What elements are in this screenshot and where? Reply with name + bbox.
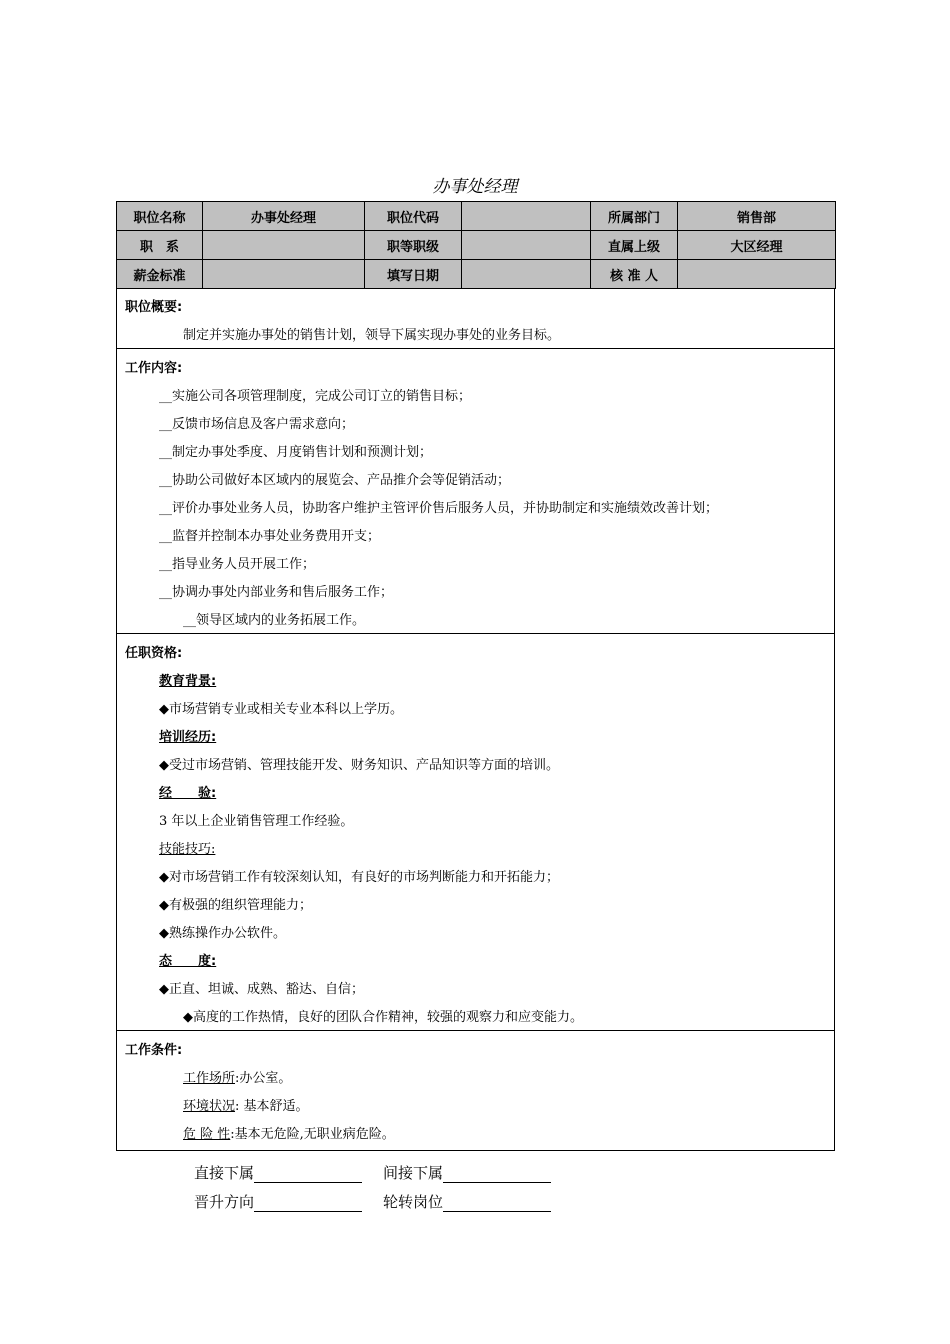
- skills-label: 技能技巧:: [159, 842, 216, 857]
- page-title: 办事处经理: [432, 177, 518, 197]
- danger-label: 危 险 性: [183, 1127, 231, 1142]
- duty-item: __领导区域内的业务拓展工作。: [183, 613, 366, 628]
- duties-section: [116, 349, 835, 634]
- header-row: [117, 202, 836, 231]
- rotation-label: 轮转岗位: [383, 1193, 444, 1211]
- training-label: 培训经历:: [159, 730, 217, 745]
- duty-item: __监督并控制本办事处业务费用开支；: [159, 529, 381, 544]
- label-job-family: 职 系: [117, 231, 203, 260]
- rotation-blank[interactable]: [443, 1195, 551, 1212]
- attitude-item: ◆正直、坦诚、成熟、豁达、自信；: [159, 982, 364, 997]
- attitude-label: 态 度:: [159, 954, 217, 969]
- label-fill-date: 填写日期: [365, 260, 462, 289]
- danger-row: [183, 1123, 395, 1142]
- duty-item: __指导业务人员开展工作；: [159, 557, 316, 572]
- duty-item: __制定办事处季度、月度销售计划和预测计划；: [159, 445, 433, 460]
- direct-subordinate-blank[interactable]: [254, 1166, 362, 1183]
- value-salary: [203, 260, 365, 289]
- conditions-label: 工作条件:: [125, 1043, 183, 1058]
- label-supervisor: 直属上级: [591, 231, 678, 260]
- label-position-code: 职位代码: [365, 202, 462, 231]
- promotion-blank[interactable]: [254, 1195, 362, 1212]
- direct-subordinate-row: [194, 1162, 362, 1183]
- experience-text: 3 年以上企业销售管理工作经验。: [159, 814, 354, 829]
- qualifications-section: [116, 634, 835, 1031]
- header-table: [116, 201, 836, 289]
- label-approver: 核 准 人: [591, 260, 678, 289]
- promotion-row: [194, 1191, 362, 1212]
- direct-subordinate-label: 直接下属: [194, 1164, 255, 1182]
- header-row: [117, 231, 836, 260]
- header-row: [117, 260, 836, 289]
- environment-value: : 基本舒适。: [235, 1099, 309, 1114]
- promotion-label: 晋升方向: [194, 1193, 255, 1211]
- duty-item: __实施公司各项管理制度，完成公司订立的销售目标；: [159, 389, 472, 404]
- duties-label: 工作内容:: [125, 361, 183, 376]
- value-supervisor: 大区经理: [678, 231, 836, 260]
- value-job-family: [203, 231, 365, 260]
- attitude-item: ◆高度的工作热情，良好的团队合作精神，较强的观察力和应变能力。: [183, 1010, 583, 1025]
- value-position-code: [462, 202, 591, 231]
- indirect-subordinate-label: 间接下属: [383, 1164, 444, 1182]
- label-position-name: 职位名称: [117, 202, 203, 231]
- value-position-name: 办事处经理: [203, 202, 365, 231]
- skill-item: ◆对市场营销工作有较深刻认知，有良好的市场判断能力和开拓能力；: [159, 870, 559, 885]
- value-grade: [462, 231, 591, 260]
- workplace-label: 工作场所: [183, 1071, 236, 1086]
- qualifications-label: 任职资格:: [125, 646, 183, 661]
- duty-item: __协调办事处内部业务和售后服务工作；: [159, 585, 394, 600]
- overview-label: 职位概要:: [125, 300, 183, 315]
- label-department: 所属部门: [591, 202, 678, 231]
- indirect-subordinate-blank[interactable]: [443, 1166, 551, 1183]
- conditions-section: [116, 1031, 835, 1151]
- workplace-row: [183, 1067, 291, 1086]
- value-approver: [678, 260, 836, 289]
- training-text: ◆受过市场营销、管理技能开发、财务知识、产品知识等方面的培训。: [159, 758, 559, 773]
- rotation-row: [383, 1191, 551, 1212]
- overview-text: 制定并实施办事处的销售计划，领导下属实现办事处的业务目标。: [183, 328, 561, 343]
- duty-item: __评价办事处业务人员，协助客户维护主管评价售后服务人员，并协助制定和实施绩效改善计划；: [159, 501, 719, 516]
- value-department: 销售部: [678, 202, 836, 231]
- education-text: ◆市场营销专业或相关专业本科以上学历。: [159, 702, 403, 717]
- environment-label: 环境状况: [183, 1099, 236, 1114]
- label-grade: 职等职级: [365, 231, 462, 260]
- environment-row: [183, 1095, 309, 1114]
- duty-item: __反馈市场信息及客户需求意向；: [159, 417, 355, 432]
- danger-value: :基本无危险,无职业病危险。: [230, 1127, 395, 1142]
- workplace-value: :办公室。: [235, 1071, 292, 1086]
- overview-section: [116, 288, 835, 349]
- experience-label: 经 验:: [159, 786, 217, 801]
- indirect-subordinate-row: [383, 1162, 551, 1183]
- value-fill-date: [462, 260, 591, 289]
- skill-item: ◆熟练操作办公软件。: [159, 926, 286, 941]
- label-salary: 薪金标准: [117, 260, 203, 289]
- education-label: 教育背景:: [159, 674, 217, 689]
- skill-item: ◆有极强的组织管理能力；: [159, 898, 312, 913]
- duty-item: __协助公司做好本区域内的展览会、产品推介会等促销活动；: [159, 473, 511, 488]
